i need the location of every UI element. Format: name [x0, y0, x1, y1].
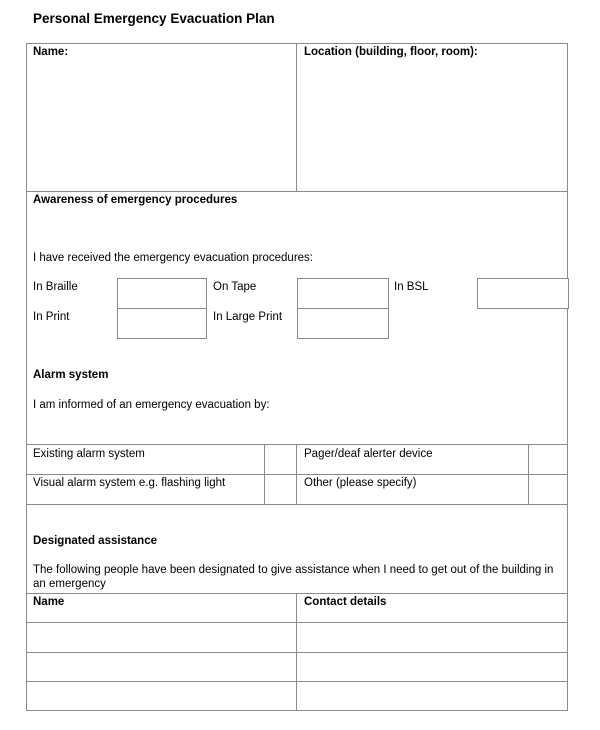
assist-row-line-2	[26, 652, 568, 653]
pager-checkbox[interactable]	[529, 445, 567, 473]
visual-alarm-checkbox[interactable]	[265, 475, 295, 503]
assist-col-divider	[296, 593, 297, 711]
assist-contact-field-3[interactable]	[298, 683, 566, 709]
other-checkbox[interactable]	[529, 475, 567, 503]
section-divider	[26, 191, 568, 192]
assist-name-field-2[interactable]	[28, 654, 294, 680]
document-title: Personal Emergency Evacuation Plan	[33, 11, 275, 26]
alarm-heading: Alarm system	[33, 369, 109, 381]
assist-table-top	[26, 593, 568, 594]
assist-row-line-1	[26, 622, 568, 623]
assistance-heading: Designated assistance	[33, 535, 158, 547]
assist-name-field-1[interactable]	[28, 624, 294, 651]
name-location-divider	[296, 43, 297, 191]
assistance-statement: The following people have been designated to give assistance when I need to get out of the building in an emergency	[33, 564, 554, 590]
col-header-contact: Contact details	[304, 596, 387, 608]
alarm-table-bottom	[26, 504, 568, 505]
assist-contact-field-2[interactable]	[298, 654, 566, 680]
assist-row-line-3	[26, 681, 568, 682]
alarm-table-mid	[26, 474, 568, 475]
assist-name-field-3[interactable]	[28, 683, 294, 709]
option-bsl-label: In BSL	[394, 281, 429, 293]
name-label: Name:	[33, 46, 69, 58]
print-checkbox[interactable]	[117, 308, 207, 339]
bsl-checkbox[interactable]	[477, 278, 569, 309]
alarm-visual-label: Visual alarm system e.g. flashing light	[33, 477, 226, 489]
large-print-checkbox[interactable]	[297, 308, 389, 339]
location-field[interactable]	[298, 62, 566, 189]
tape-checkbox[interactable]	[297, 278, 389, 309]
awareness-statement: I have received the emergency evacuation procedures:	[33, 252, 313, 264]
name-field[interactable]	[28, 62, 294, 189]
col-header-name: Name	[33, 596, 65, 608]
alarm-col-2	[296, 444, 297, 504]
awareness-heading: Awareness of emergency procedures	[33, 194, 238, 206]
alarm-pager-label: Pager/deaf alerter device	[304, 448, 433, 460]
option-large-print-label: In Large Print	[213, 311, 283, 323]
alarm-other-label: Other (please specify)	[304, 477, 417, 489]
alarm-statement: I am informed of an emergency evacuation by:	[33, 399, 270, 411]
option-print-label: In Print	[33, 311, 70, 323]
alarm-table-top	[26, 444, 568, 445]
braille-checkbox[interactable]	[117, 278, 207, 309]
option-tape-label: On Tape	[213, 281, 257, 293]
alarm-existing-label: Existing alarm system	[33, 448, 145, 460]
option-braille-label: In Braille	[33, 281, 78, 293]
assist-contact-field-1[interactable]	[298, 624, 566, 651]
existing-alarm-checkbox[interactable]	[265, 445, 295, 473]
location-label: Location (building, floor, room):	[304, 46, 478, 58]
